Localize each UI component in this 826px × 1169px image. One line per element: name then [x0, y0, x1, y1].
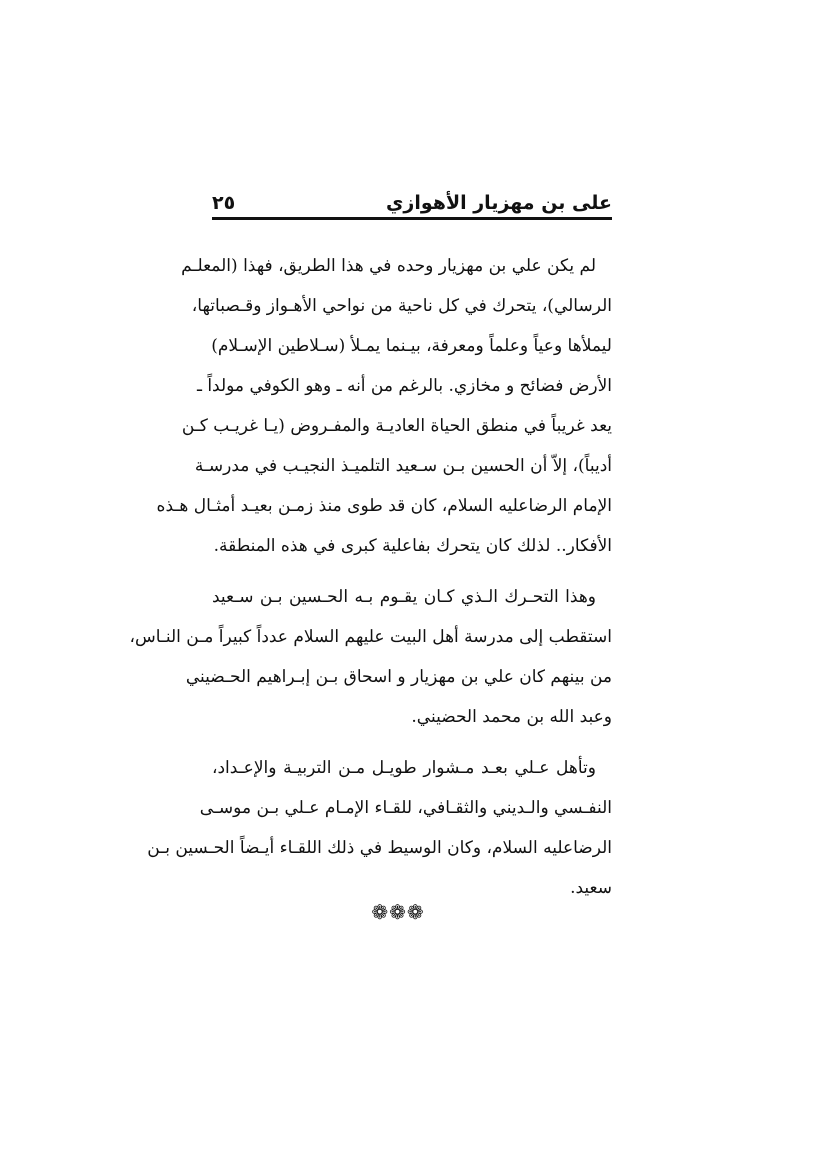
text-line: النفـسي والـديني والثقـافي، للقـاء الإمـام عـلي بـن موسـى: [199, 798, 612, 818]
text-line: الرضاعليه السلام، وكان الوسيط في ذلك اللقـاء أيـضاً الحـسين بـن: [147, 838, 612, 858]
text-line: من بينهم كان علي بن مهزيار و اسحاق بـن إبـراهيم الحـضيني: [185, 667, 612, 687]
running-header: [212, 190, 612, 216]
page-number: ٢٥: [212, 192, 236, 214]
text-line: الإمام الرضاعليه السلام، كان قد طوى منذ زمـن بعيـد أمثـال هـذه: [156, 496, 612, 516]
text-line: وهذا التحـرك الـذي كـان يقـوم بـه الحـسين بـن سـعيد: [212, 587, 596, 607]
paragraph-1: [156, 246, 612, 566]
text-line: أديباً)، إلاّ أن الحسين بـن سـعيد التلميـذ النجيـب في مدرسـة: [194, 456, 612, 476]
text-line: الرسالي)، يتحرك في كل ناحية من نواحي الأهـواز وقـصباتها،: [191, 296, 612, 316]
text-line: استقطب إلى مدرسة أهل البيت عليهم السلام عدداً كبيراً مـن النـاس،: [129, 627, 612, 647]
text-line: ليملأها وعياً وعلماً ومعرفة، بيـنما يمـلأ (سـلاطين الإسـلام): [211, 336, 612, 356]
text-line: الأفكار.. لذلك كان يتحرك بفاعلية كبرى في هذه المنطقة.: [213, 536, 612, 556]
body-text: [129, 246, 612, 919]
text-line: وعبد الله بن محمد الحضيني.: [411, 707, 612, 727]
text-line: لم يكن علي بن مهزيار وحده في هذا الطريق، فهذا (المعلـم: [181, 256, 596, 276]
text-line: سعيد.: [570, 878, 612, 898]
text-line: يعد غريباً في منطق الحياة العاديـة والمفـروض (يـا غريـب كـن: [181, 416, 612, 436]
header-rule: [212, 217, 612, 220]
section-end-ornament: ❁❁❁: [371, 900, 425, 924]
text-line: وتأهل عـلي بعـد مـشوار طويـل مـن التربيـة والإعـداد،: [212, 758, 596, 778]
paragraph-2: [129, 577, 612, 737]
paragraph-3: [147, 748, 612, 908]
text-line: الأرض فضائح و مخازي. بالرغم من أنه ـ وهو الكوفي مولداً ـ: [196, 376, 612, 396]
header-title: على بن مهزيار الأهوازي: [386, 192, 612, 214]
